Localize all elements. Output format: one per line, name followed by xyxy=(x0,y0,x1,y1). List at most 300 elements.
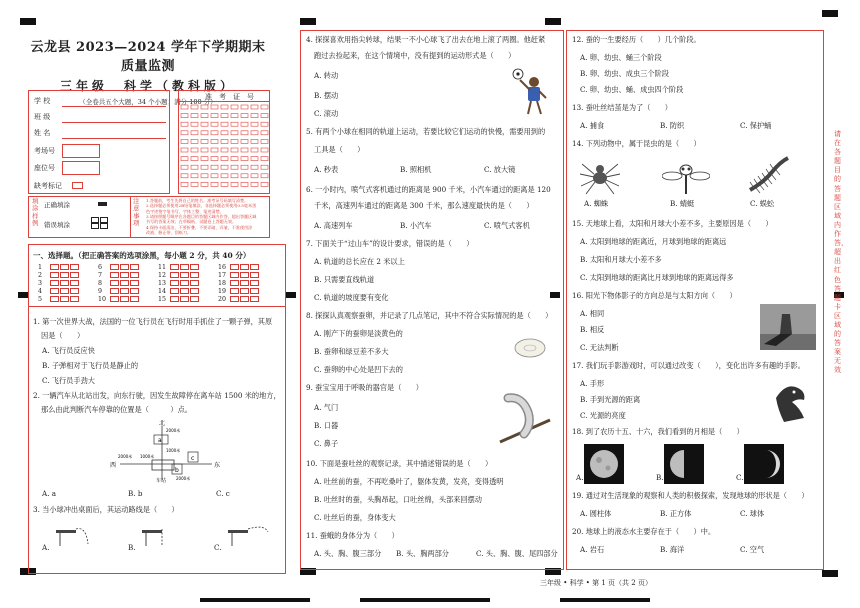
exam-number-bubble[interactable] xyxy=(221,114,228,118)
answer-row-number: 7 xyxy=(98,271,103,279)
answer-row-number: 2 xyxy=(38,271,43,279)
correct-fill-sample xyxy=(98,202,107,206)
answer-bubble[interactable] xyxy=(240,280,249,286)
wrong-fill-label: 错误填涂 xyxy=(44,221,70,229)
exam-number-bubble[interactable] xyxy=(201,165,208,169)
answer-bubble[interactable] xyxy=(120,264,129,270)
north-label: 北 xyxy=(159,420,166,427)
moon-phase-full xyxy=(584,444,624,484)
q6-option-c: C. 喷气式客机 xyxy=(484,221,530,230)
station-label: 车站 xyxy=(156,478,167,484)
answer-bubble[interactable] xyxy=(250,280,259,286)
question-1: 1. 第一次世界大战，法国的一位飞行员在飞行时用手抓住了一颗子弹，其原 xyxy=(33,317,273,326)
exam-number-bubble[interactable] xyxy=(251,114,258,118)
silkworm-egg-illustration xyxy=(512,336,548,360)
exam-number-bubble[interactable] xyxy=(241,122,248,126)
answer-bubble[interactable] xyxy=(190,272,199,278)
exam-number-bubble[interactable] xyxy=(261,165,268,169)
exam-number-bubble[interactable] xyxy=(221,105,228,109)
distance-label: 1000米 xyxy=(140,454,155,459)
answer-row[interactable] xyxy=(158,280,200,287)
exam-number-bubble[interactable] xyxy=(241,131,248,135)
seat-label: 座位号 xyxy=(34,164,55,172)
q2-option-c: C. c xyxy=(216,489,230,498)
q4-option-c: C. 滚动 xyxy=(314,109,339,118)
answer-bubble[interactable] xyxy=(130,288,139,294)
exam-number-bubble[interactable] xyxy=(231,157,238,161)
exam-number-bubble[interactable] xyxy=(261,148,268,152)
q16-option-c: C. 无法判断 xyxy=(580,343,619,352)
q3-option-c: C. xyxy=(214,543,222,552)
exam-number-bubble[interactable] xyxy=(221,182,228,186)
q6-option-a: A. 高速列车 xyxy=(314,221,353,230)
answer-row[interactable] xyxy=(98,280,140,287)
exam-number-bubble[interactable] xyxy=(231,122,238,126)
exam-number-bubble[interactable] xyxy=(231,105,238,109)
answer-bubble[interactable] xyxy=(50,280,59,286)
question-4-line2: 跑过去捡起来，在这个情境中，没有提到的运动形式是（ ） xyxy=(314,51,516,60)
exam-number-bubble[interactable] xyxy=(241,114,248,118)
q14-option-b: B. 蜻蜓 xyxy=(670,199,695,208)
exam-number-bubble[interactable] xyxy=(231,174,238,178)
answer-bubble[interactable] xyxy=(180,272,189,278)
exam-number-bubble[interactable] xyxy=(181,105,188,109)
exam-number-bubble[interactable] xyxy=(221,131,228,135)
answer-bubble[interactable] xyxy=(190,288,199,294)
exam-number-bubble[interactable] xyxy=(201,148,208,152)
answer-bubble[interactable] xyxy=(230,272,239,278)
exam-number-bubble[interactable] xyxy=(211,114,218,118)
q9-option-b: B. 口器 xyxy=(314,421,339,430)
q3-option-a: A. xyxy=(42,543,50,552)
question-12: 12. 蚕的一生要经历（ ）几个阶段。 xyxy=(572,35,701,44)
question-9: 9. 蚕宝宝用于呼吸的器官是（ ） xyxy=(306,383,423,392)
q19-option-a: A. 圆柱体 xyxy=(580,509,612,518)
exam-number-bubble[interactable] xyxy=(191,122,198,126)
answer-bubble[interactable] xyxy=(240,288,249,294)
exam-number-bubble[interactable] xyxy=(191,182,198,186)
question-16: 16. 阳光下物体影子的方向总是与太阳方向（ ） xyxy=(572,291,737,300)
answer-row-number: 12 xyxy=(158,271,167,279)
answer-row-number: 19 xyxy=(218,287,227,295)
answer-row[interactable] xyxy=(98,296,140,303)
question-19: 19. 通过对生活现象的观察和人类的积极探索，发现地球的形状是（ ） xyxy=(572,491,809,500)
q10-option-a: A. 吐丝前的蚕，不再吃桑叶了，躯体发黄，发亮，变得透明 xyxy=(314,477,504,486)
answer-row-number: 1 xyxy=(38,263,43,271)
q7-option-c: C. 轨道的坡度要有变化 xyxy=(314,293,389,302)
exam-number-bubble[interactable] xyxy=(261,157,268,161)
question-6-line2: 千米，高速列车通过的距离是 300 千米，那么速度最快的是（ ） xyxy=(314,201,534,210)
answer-bubble[interactable] xyxy=(170,288,179,294)
exam-number-bubble[interactable] xyxy=(211,157,218,161)
side-warning-note: 请在各题目的答题区域内作答，超出红色答题卡区域的答案无效 xyxy=(834,130,848,375)
answer-bubble[interactable] xyxy=(180,280,189,286)
exam-number-bubble[interactable] xyxy=(191,114,198,118)
q16-option-a: A. 相同 xyxy=(580,309,605,318)
q5-option-b: B. 照相机 xyxy=(400,165,432,174)
exam-number-bubble[interactable] xyxy=(211,174,218,178)
q17-option-b: B. 手到光源的距离 xyxy=(580,395,641,404)
answer-bubble[interactable] xyxy=(70,296,79,302)
exam-number-bubble[interactable] xyxy=(231,182,238,186)
exam-number-bubble[interactable] xyxy=(181,122,188,126)
answer-row[interactable] xyxy=(38,288,80,295)
q13-option-a: A. 捕食 xyxy=(580,121,605,130)
q19-option-c: C. 球体 xyxy=(740,509,765,518)
q5-option-a: A. 秒表 xyxy=(314,165,339,174)
west-label: 西 xyxy=(110,462,117,469)
q13-option-b: B. 防织 xyxy=(660,121,685,130)
answer-row-number: 16 xyxy=(218,263,227,271)
exam-number-bubble[interactable] xyxy=(231,165,238,169)
exam-number-bubble[interactable] xyxy=(261,182,268,186)
exam-number-bubble[interactable] xyxy=(241,139,248,143)
exam-number-bubble[interactable] xyxy=(231,131,238,135)
distance-label: 1000米 xyxy=(166,448,181,453)
exam-number-bubble[interactable] xyxy=(211,165,218,169)
q7-option-a: A. 轨道的总长应在 2 米以上 xyxy=(314,257,405,266)
q15-option-b: B. 太阳和月球大小差不多 xyxy=(580,255,662,264)
exam-number-bubble[interactable] xyxy=(261,114,268,118)
exam-number-bubble[interactable] xyxy=(191,148,198,152)
answer-row[interactable] xyxy=(158,272,200,279)
distance-label: 2000米 xyxy=(118,454,133,459)
exam-number-bubble[interactable] xyxy=(201,122,208,126)
answer-bubble[interactable] xyxy=(130,280,139,286)
exam-number-bubble[interactable] xyxy=(211,148,218,152)
exam-number-bubble[interactable] xyxy=(231,139,238,143)
exam-number-bubble[interactable] xyxy=(201,182,208,186)
exam-number-bubble[interactable] xyxy=(181,131,188,135)
timing-bar xyxy=(200,598,310,602)
answer-row[interactable] xyxy=(158,264,200,271)
exam-number-bubble[interactable] xyxy=(241,148,248,152)
exam-number-bubble[interactable] xyxy=(221,174,228,178)
exam-number-bubble[interactable] xyxy=(251,105,258,109)
child-ball-illustration xyxy=(508,66,552,118)
exam-number-bubble[interactable] xyxy=(221,122,228,126)
trajectory-diagram-b xyxy=(138,520,188,548)
answer-bubble[interactable] xyxy=(110,272,119,278)
exam-number-bubble[interactable] xyxy=(231,114,238,118)
exam-number-bubble[interactable] xyxy=(211,122,218,126)
answer-bubble[interactable] xyxy=(120,280,129,286)
answer-bubble[interactable] xyxy=(230,264,239,270)
answer-bubble[interactable] xyxy=(250,264,259,270)
alignment-mark xyxy=(545,18,561,25)
q18-option-c: C. xyxy=(736,473,744,482)
answer-bubble[interactable] xyxy=(120,272,129,278)
exam-number-bubble[interactable] xyxy=(221,157,228,161)
q17-option-a: A. 手形 xyxy=(580,379,605,388)
answer-row[interactable] xyxy=(218,264,260,271)
correct-fill-label: 正确填涂 xyxy=(44,201,70,209)
exam-number-bubble[interactable] xyxy=(181,165,188,169)
q5-option-c: C. 放大镜 xyxy=(484,165,516,174)
answer-bubble[interactable] xyxy=(240,272,249,278)
answer-row[interactable] xyxy=(158,288,200,295)
answer-bubble[interactable] xyxy=(170,296,179,302)
q10-option-b: B. 吐丝时的蚕，头胸昂起，口吐丝绵，头部来回摆动 xyxy=(314,495,482,504)
question-5-line2: 工具是（ ） xyxy=(314,145,365,154)
question-3: 3. 当小球冲出桌面后，其运动路线是（ ） xyxy=(33,505,179,514)
room-boxes[interactable] xyxy=(62,144,100,158)
hand-shadow-illustration xyxy=(770,378,814,424)
exam-number-bubble[interactable] xyxy=(241,105,248,109)
exam-number-bubble[interactable] xyxy=(181,182,188,186)
answer-bubble[interactable] xyxy=(240,296,249,302)
centipede-illustration xyxy=(744,152,794,196)
question-14: 14. 下列动物中，属于昆虫的是（ ） xyxy=(572,139,701,148)
answer-grid[interactable] xyxy=(38,264,278,304)
alignment-mark xyxy=(20,18,36,25)
exam-number-bubble[interactable] xyxy=(251,165,258,169)
answer-bubble[interactable] xyxy=(110,280,119,286)
exam-number-bubble[interactable] xyxy=(201,105,208,109)
exam-number-bubble[interactable] xyxy=(181,139,188,143)
q1-option-c: C. 飞行员手劲大 xyxy=(42,376,95,385)
shadow-photo xyxy=(760,304,816,350)
answer-bubble[interactable] xyxy=(60,272,69,278)
question-2: 2. 一辆汽车从北站出发，向东行驶，因发生故障停在离车站 1500 米的地方， xyxy=(33,391,281,400)
question-10: 10. 下面是蚕吐丝的观察记录，其中描述错误的是（ ） xyxy=(306,459,493,468)
exam-number-bubble[interactable] xyxy=(251,122,258,126)
exam-number-bubble[interactable] xyxy=(201,157,208,161)
exam-number-bubble[interactable] xyxy=(221,148,228,152)
answer-row[interactable] xyxy=(158,296,200,303)
q19-option-b: B. 正方体 xyxy=(660,509,692,518)
map-diagram xyxy=(100,420,230,486)
exam-number-bubble[interactable] xyxy=(201,131,208,135)
answer-bubble[interactable] xyxy=(230,288,239,294)
question-4: 4. 探探喜欢用指尖转球，结果一不小心球飞了出去在地上滚了两圈。他赶紧 xyxy=(306,35,546,44)
trajectory-diagram-a xyxy=(52,520,102,548)
answer-bubble[interactable] xyxy=(70,280,79,286)
exam-number-bubble[interactable] xyxy=(261,174,268,178)
distance-label: 2000米 xyxy=(166,428,181,433)
exam-number-bubble[interactable] xyxy=(211,182,218,186)
answer-bubble[interactable] xyxy=(130,272,139,278)
exam-number-bubble[interactable] xyxy=(261,131,268,135)
answer-row[interactable] xyxy=(98,288,140,295)
exam-number-bubble[interactable] xyxy=(221,139,228,143)
q10-option-c: C. 吐丝后的蚕，身体变大 xyxy=(314,513,396,522)
answer-row[interactable] xyxy=(98,264,140,271)
silkworm-illustration xyxy=(494,390,554,446)
east-label: 东 xyxy=(214,462,221,469)
answer-row-number: 11 xyxy=(158,263,167,271)
q3-option-b: B. xyxy=(128,543,136,552)
exam-number-bubble[interactable] xyxy=(241,157,248,161)
answer-bubble[interactable] xyxy=(250,272,259,278)
answer-bubble[interactable] xyxy=(110,264,119,270)
exam-number-bubble[interactable] xyxy=(191,157,198,161)
q1-option-b: B. 子弹相对于飞行员是静止的 xyxy=(42,361,139,370)
answer-row[interactable] xyxy=(38,296,80,303)
exam-number-bubble[interactable] xyxy=(201,114,208,118)
page-title: 云龙县 2023—2024 学年下学期期末质量监测 xyxy=(30,40,266,74)
answer-row[interactable] xyxy=(38,264,80,271)
page-footer: 三年级 • 科学 • 第 1 页（共 2 页） xyxy=(540,579,652,587)
exam-number-bubble[interactable] xyxy=(251,148,258,152)
answer-bubble[interactable] xyxy=(60,280,69,286)
q8-option-b: B. 蚕卵和绿豆差不多大 xyxy=(314,347,389,356)
exam-number-bubble[interactable] xyxy=(251,174,258,178)
wrong-fill-sample xyxy=(90,217,108,230)
q13-option-c: C. 保护蛹 xyxy=(740,121,772,130)
exam-number-bubble[interactable] xyxy=(241,182,248,186)
exam-number-bubble[interactable] xyxy=(191,139,198,143)
exam-number-bubble[interactable] xyxy=(241,165,248,169)
exam-number-bubble[interactable] xyxy=(251,131,258,135)
exam-number-bubble[interactable] xyxy=(191,165,198,169)
answer-bubble[interactable] xyxy=(130,264,139,270)
exam-number-bubbles[interactable] xyxy=(180,104,270,192)
answer-bubble[interactable] xyxy=(170,272,179,278)
answer-bubble[interactable] xyxy=(180,264,189,270)
attention-text: 1.答题前，考生先将自己的姓名、准考证号码填写清楚。 2.选择题必须使用2B铅笔填涂，非选择题必须使用0.5毫米黑 色字迹签字笔书写，字体工整、笔迹清楚。 3.请按照题号顺序在各题目的答题区域内作答，超出答题区域 书写的答案无效；在草稿纸、试题卷上答题无效。 4.保持卡面清洁，不要折叠、不要弄破、弄皱，不准使用涂 改液、修正带、刮纸刀。 xyxy=(146,198,257,235)
answer-row-number: 13 xyxy=(158,279,167,287)
alignment-mark xyxy=(822,10,838,17)
answer-row[interactable] xyxy=(218,296,260,303)
answer-row[interactable] xyxy=(98,272,140,279)
q14-option-c: C. 蜈蚣 xyxy=(750,199,775,208)
exam-number-bubble[interactable] xyxy=(261,139,268,143)
answer-bubble[interactable] xyxy=(110,288,119,294)
answer-bubble[interactable] xyxy=(230,296,239,302)
exam-info: （全卷共五个大题，34 个小题；满分 100 分） xyxy=(79,98,217,106)
answer-bubble[interactable] xyxy=(190,280,199,286)
answer-row-number: 9 xyxy=(98,287,103,295)
q4-option-a: A. 转动 xyxy=(314,71,339,80)
answer-bubble[interactable] xyxy=(170,264,179,270)
answer-bubble[interactable] xyxy=(70,272,79,278)
answer-bubble[interactable] xyxy=(130,296,139,302)
exam-number-bubble[interactable] xyxy=(191,105,198,109)
exam-number-bubble[interactable] xyxy=(181,157,188,161)
answer-bubble[interactable] xyxy=(70,264,79,270)
exam-number-bubble[interactable] xyxy=(251,182,258,186)
spider-illustration xyxy=(578,156,622,196)
q17-option-c: C. 光源的亮度 xyxy=(580,411,626,420)
question-6: 6. 一小时内，喷气式客机通过的距离是 900 千米，小汽车通过的距离是 120 xyxy=(306,185,551,194)
exam-number-bubble[interactable] xyxy=(261,105,268,109)
question-17: 17. 我们玩手影游戏时，可以通过改变（ ），变化出许多有趣的手影。 xyxy=(572,361,805,370)
school-label: 学 校 xyxy=(34,97,51,105)
answer-bubble[interactable] xyxy=(110,296,119,302)
exam-number-bubble[interactable] xyxy=(211,105,218,109)
q20-option-b: B. 海洋 xyxy=(660,545,685,554)
q8-option-a: A. 刚产下的蚕卵是淡黄色的 xyxy=(314,329,403,338)
answer-bubble[interactable] xyxy=(50,288,59,294)
answer-row-number: 5 xyxy=(38,295,43,303)
exam-number-bubble[interactable] xyxy=(201,139,208,143)
q15-option-a: A. 太阳到地球的距离近，月球到地球的距离远 xyxy=(580,237,727,246)
question-1-line2: 因是（ ） xyxy=(41,331,85,340)
q4-option-b: B. 摆动 xyxy=(314,91,339,100)
exam-number-bubble[interactable] xyxy=(231,148,238,152)
exam-number-bubble[interactable] xyxy=(241,174,248,178)
answer-bubble[interactable] xyxy=(240,264,249,270)
exam-number-bubble[interactable] xyxy=(221,165,228,169)
section-heading: 一、选择题。（把正确答案的选项涂黑，每小题 2 分，共 40 分） xyxy=(33,251,251,260)
exam-number-label: 准 考 证 号 xyxy=(205,93,254,101)
absent-flag-box[interactable] xyxy=(72,182,83,189)
answer-bubble[interactable] xyxy=(50,296,59,302)
answer-bubble[interactable] xyxy=(250,288,259,294)
answer-bubble[interactable] xyxy=(230,280,239,286)
question-13: 13. 蚕吐丝结茧是为了（ ） xyxy=(572,103,672,112)
exam-number-bubble[interactable] xyxy=(181,174,188,178)
answer-bubble[interactable] xyxy=(250,296,259,302)
answer-bubble[interactable] xyxy=(50,264,59,270)
answer-bubble[interactable] xyxy=(120,296,129,302)
attention-label: 注意事项 xyxy=(133,197,140,228)
answer-row[interactable] xyxy=(38,280,80,287)
q9-option-c: C. 鼻子 xyxy=(314,439,339,448)
answer-bubble[interactable] xyxy=(60,296,69,302)
question-5: 5. 有两个小球在相同的轨道上运动，若要比较它们运动的快慢，需要用到的 xyxy=(306,127,546,136)
answer-bubble[interactable] xyxy=(190,296,199,302)
exam-number-bubble[interactable] xyxy=(181,114,188,118)
exam-number-bubble[interactable] xyxy=(251,157,258,161)
answer-row[interactable] xyxy=(38,272,80,279)
answer-row-number: 20 xyxy=(218,295,227,303)
question-11: 11. 蚕蛾的身体分为（ ） xyxy=(306,531,399,540)
q7-option-b: B. 只需要直线轨道 xyxy=(314,275,375,284)
q12-option-a: A. 卵、幼虫、蛹三个阶段 xyxy=(580,53,662,62)
exam-number-bubble[interactable] xyxy=(211,139,218,143)
q9-option-a: A. 气门 xyxy=(314,403,339,412)
exam-number-bubble[interactable] xyxy=(191,131,198,135)
exam-number-bubble[interactable] xyxy=(251,139,258,143)
question-20: 20. 地球上的液态水主要存在于（ ）中。 xyxy=(572,527,716,536)
class-label: 班 级 xyxy=(34,113,51,121)
fill-sample-label: 填涂样例 xyxy=(32,197,39,228)
exam-number-bubble[interactable] xyxy=(181,148,188,152)
alignment-mark xyxy=(286,292,296,298)
q1-option-a: A. 飞行员反应快 xyxy=(42,346,95,355)
q6-option-b: B. 小汽车 xyxy=(400,221,432,230)
page-subtitle: 三年级 科学（教科版） xyxy=(59,79,236,93)
answer-bubble[interactable] xyxy=(50,272,59,278)
alignment-mark xyxy=(822,570,838,577)
exam-number-bubble[interactable] xyxy=(211,131,218,135)
q12-option-c: C. 卵、幼虫、蛹、成虫四个阶段 xyxy=(580,85,684,94)
answer-bubble[interactable] xyxy=(170,280,179,286)
answer-bubble[interactable] xyxy=(60,264,69,270)
answer-row-number: 4 xyxy=(38,287,43,295)
answer-row[interactable] xyxy=(218,272,260,279)
answer-row[interactable] xyxy=(218,288,260,295)
answer-bubble[interactable] xyxy=(180,288,189,294)
absent-flag-label: 缺考标记 xyxy=(34,182,62,190)
answer-bubble[interactable] xyxy=(180,296,189,302)
exam-number-bubble[interactable] xyxy=(201,174,208,178)
exam-number-bubble[interactable] xyxy=(191,174,198,178)
question-7: 7. 下面关于“过山车”的设计要求，错误的是（ ） xyxy=(306,239,474,248)
answer-bubble[interactable] xyxy=(190,264,199,270)
seat-boxes[interactable] xyxy=(62,161,100,175)
moon-phase-half xyxy=(664,444,704,484)
answer-bubble[interactable] xyxy=(120,288,129,294)
exam-number-bubble[interactable] xyxy=(261,122,268,126)
answer-bubble[interactable] xyxy=(70,288,79,294)
answer-row[interactable] xyxy=(218,280,260,287)
trajectory-diagram-c xyxy=(224,520,274,548)
answer-bubble[interactable] xyxy=(60,288,69,294)
moon-phase-crescent xyxy=(744,444,784,484)
